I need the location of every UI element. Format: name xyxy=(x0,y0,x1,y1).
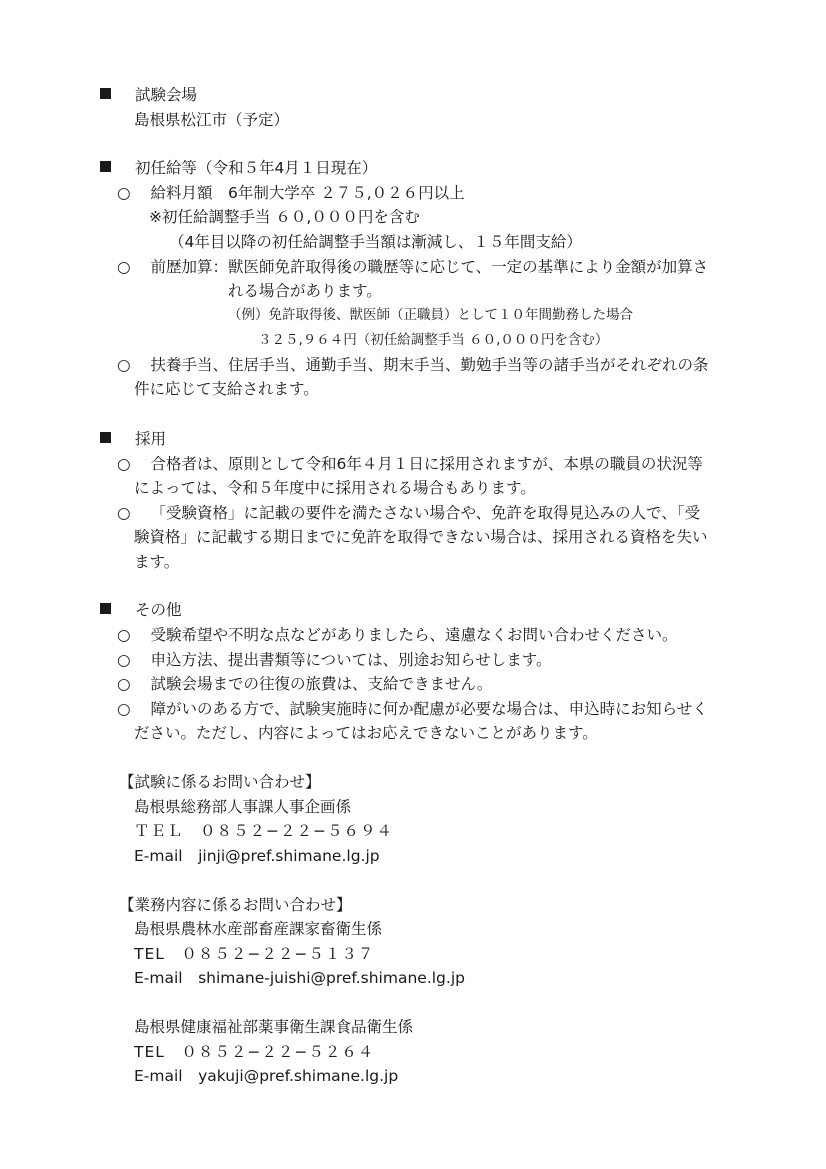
salary-note-tapering: （4年目以降の初任給調整手当額は漸減し、１５年間支給） xyxy=(169,233,582,251)
example-amount: ３２５,９６４円（初任給調整手当 ６０,０００円を含む） xyxy=(258,332,609,348)
circle-bullet-icon: ○ xyxy=(117,184,131,202)
other-item-accommodation-continued: ださい。ただし、内容によってはお応えできないことがあります。 xyxy=(134,724,598,742)
square-bullet-icon xyxy=(100,432,111,443)
contact-work-email: E-mail shimane-juishi@pref.shimane.lg.jp xyxy=(134,969,465,987)
allowances-continued: 件に応じて支給されます。 xyxy=(134,380,319,398)
contact-exam-email: E-mail jinji@pref.shimane.lg.jp xyxy=(134,847,380,865)
employment-item-2-continued: 験資格」に記載する期日までに免許を取得できない場合は、採用される資格を失い xyxy=(134,528,708,546)
salary-note-adjustment: ※初任給調整手当 ６０,０００円を含む xyxy=(149,208,420,226)
circle-bullet-icon: ○ xyxy=(117,626,131,644)
other-item-inquiry: ○ 受験希望や不明な点などがありましたら、遠慮なくお問い合わせください。 xyxy=(117,626,678,644)
employment-item-1: ○ 合格者は、原則として令和6年４月１日に採用されますが、本県の職員の状況等 xyxy=(117,455,703,473)
section-exam-venue-heading: 試験会場 xyxy=(100,84,197,106)
section-other-heading: その他 xyxy=(100,599,181,621)
circle-bullet-icon: ○ xyxy=(117,356,131,374)
square-bullet-icon xyxy=(100,161,111,172)
contact-exam-tel: ＴＥＬ ０８５２−２２−５６９４ xyxy=(134,822,393,840)
square-bullet-icon xyxy=(100,603,111,614)
contact-food-email: E-mail yakuji@pref.shimane.lg.jp xyxy=(134,1067,399,1085)
employment-item-2-end: ます。 xyxy=(134,553,180,571)
contact-exam-dept: 島根県総務部人事課人事企画係 xyxy=(134,798,352,816)
section-employment-heading: 採用 xyxy=(100,428,166,450)
contact-food-dept: 島根県健康福祉部薬事衛生課食品衛生係 xyxy=(134,1018,414,1036)
employment-item-1-continued: によっては、令和５年度中に採用される場合もあります。 xyxy=(134,479,536,497)
contact-work-dept: 島根県農林水産部畜産課家畜衛生係 xyxy=(134,920,383,938)
allowances-item: ○ 扶養手当、住居手当、通勤手当、期末手当、勤勉手当等の諸手当がそれぞれの条 xyxy=(117,356,709,374)
circle-bullet-icon: ○ xyxy=(117,258,131,276)
contact-exam-title: 【試験に係るお問い合わせ】 xyxy=(119,773,321,791)
exam-venue-text: 島根県松江市（予定） xyxy=(134,111,290,129)
contact-work-title: 【業務内容に係るお問い合わせ】 xyxy=(119,896,352,914)
contact-work-tel: TEL ０８５２−２２−５１３７ xyxy=(134,945,375,963)
contact-food-tel: TEL ０８５２−２２−５２６４ xyxy=(134,1043,375,1061)
circle-bullet-icon: ○ xyxy=(117,455,131,473)
salary-item: ○ 給料月額 6年制大学卒 ２７５,０２６円以上 xyxy=(117,184,465,202)
history-addition-item: ○ 前歴加算：獣医師免許取得後の職歴等に応じて、一定の基準により金額が加算さ xyxy=(117,258,709,276)
employment-item-2: ○ 「受験資格」に記載の要件を満たさない場合や、免許を取得見込みの人で、「受 xyxy=(117,504,701,522)
other-item-travel: ○ 試験会場までの往復の旅費は、支給できません。 xyxy=(117,675,493,693)
other-item-application: ○ 申込方法、提出書類等については、別途お知らせします。 xyxy=(117,651,552,669)
circle-bullet-icon: ○ xyxy=(117,700,131,718)
example-line: （例）免許取得後、獣医師（正職員）として１０年間勤務した場合 xyxy=(228,307,633,323)
circle-bullet-icon: ○ xyxy=(117,651,131,669)
circle-bullet-icon: ○ xyxy=(117,675,131,693)
circle-bullet-icon: ○ xyxy=(117,504,131,522)
history-addition-continued: れる場合があります。 xyxy=(228,282,382,300)
section-salary-heading: 初任給等（令和５年4月１日現在） xyxy=(100,157,377,179)
other-item-accommodation: ○ 障がいのある方で、試験実施時に何か配慮が必要な場合は、申込時にお知らせく xyxy=(117,700,708,718)
square-bullet-icon xyxy=(100,88,111,99)
